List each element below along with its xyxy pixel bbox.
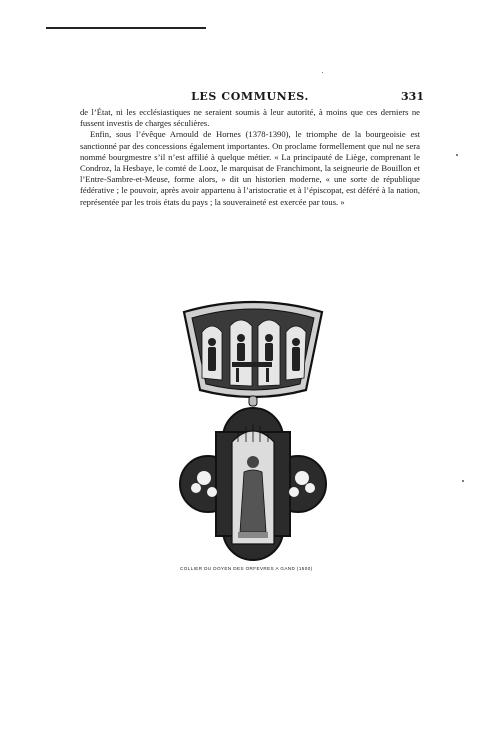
page-number: 331: [401, 90, 424, 103]
collar-engraving: [178, 292, 328, 564]
paper-speck: [322, 72, 323, 73]
paper-speck: [456, 154, 458, 156]
paragraph-continuation: de l’État, ni les ecclésiastiques ne seraient soumis à leur autorité, à moins que ces derniers ne fussent investis de charges séculières.: [80, 107, 420, 129]
body-text: [80, 107, 420, 208]
paper-speck: [462, 480, 464, 482]
paragraph-arnould: Enfin, sous l’évêque Arnould de Hornes (1378-1390), le triomphe de la bourgeoisie est sanctionné par des concessions également importantes. On proclame formellement que nul ne sera nommé bourgmestre s’il n’est affilié à quelque métier. « La principauté de Liège, comprenant le Condroz, la Hesbaye, le comté de Looz, le marquisat de Franchimont, la seigneurie de Bouillon et l’Entre-Sambre-et-Meuse, forme alors, » dit un historien moderne, « une sorte de république fédérative ; le pouvoir, après avoir appartenu à l’aristocratie et à l’épiscopat, est déféré à la nation, représentée par les trois états du pays ; la souveraineté est exercée par tous. »: [80, 129, 420, 207]
top-rule: [46, 27, 206, 29]
running-title: LES COMMUNES.: [191, 90, 309, 103]
collar-illustration: [178, 292, 328, 564]
page-header: [80, 90, 424, 106]
figure-caption: COLLIER DU DOYEN DES ORFEVRES A GAND (1500): [180, 566, 313, 571]
